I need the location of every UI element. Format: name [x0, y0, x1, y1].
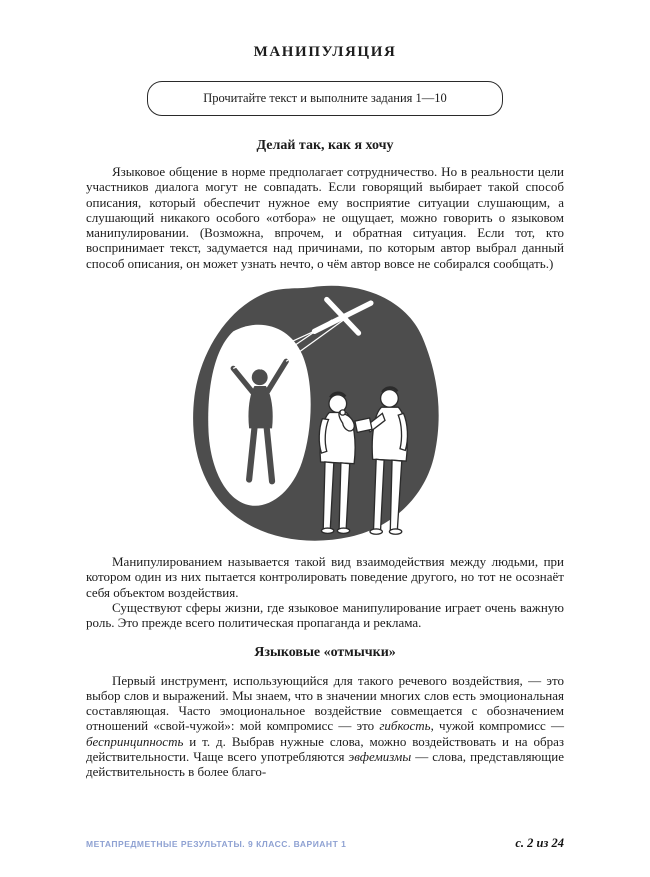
paragraph-3: Существуют сферы жизни, где языковое манипулирование играет очень важную роль. Это прежде всего политическая пропаганда и реклама. — [86, 599, 564, 631]
paragraph-4-term-gibkost: гибкость — [379, 718, 431, 734]
paragraph-4-segment-3: и т. д. Выбрав нужные слова, можно воздействовать и на образ действительности. Чаще всего употребляются — [86, 733, 564, 765]
footer-series-label: МЕТАПРЕДМЕТНЫЕ РЕЗУЛЬТАТЫ. 9 КЛАСС. ВАРИАНТ 1 — [86, 839, 347, 849]
page-footer — [86, 836, 564, 851]
instruction-box — [147, 81, 503, 116]
paragraph-4-term-besprincipnost: беспринципность — [86, 733, 184, 749]
paragraph-4-segment-4: — слова, представляющие действительность в более благо- — [86, 749, 564, 780]
paper-sheet — [355, 418, 372, 432]
page-title: МАНИПУЛЯЦИЯ — [253, 44, 397, 60]
paragraph-4-term-evfemizmy: эвфемизмы — [348, 749, 412, 765]
marionette-illustration-svg — [175, 280, 475, 545]
paragraph-4-segment-2: , чужой компромисс — — [430, 718, 564, 734]
marionette-illustration — [86, 280, 564, 545]
section1-heading: Делай так, как я хочу — [256, 138, 394, 153]
footer-page-number: с. 2 из 24 — [515, 836, 564, 850]
section2-heading: Языковые «отмычки» — [254, 644, 396, 660]
paragraph-4 — [86, 673, 564, 780]
instruction-text: Прочитайте текст и выполните задания 1—10 — [203, 91, 447, 105]
paragraph-2: Манипулированием называется такой вид взаимодействия между людьми, при котором один из них пытается контролировать поведение другого, но тот не осознаёт себя объектом воздействия. — [86, 554, 564, 600]
paragraph-1: Языковое общение в норме предполагает сотрудничество. Но в реальности цели участников диалога могут не совпадать. Если говорящий выбирает такой способ описания, который обеспечит нужное ему восприятие ситуации слушающим, а слушающий никакого особого «отбора» не ощущает, можно говорить о языковом манипулировании. (Возможна, впрочем, и обратная ситуация. Если тот, кто воспринимает текст, задумается над причинами, по которым автор выбрал данный способ описания, он может узнать нечто, о чём автор вовсе не собирался сообщать.) — [86, 164, 564, 271]
paragraph-4-segment-1: Первый инструмент, использующийся для такого речевого воздействия, — это выбор слов и выражений. Мы знаем, что в значении многих слов есть эмоциональная составляющая. Часто эмоциональное воздействие совмещается с обозначением отношений «свой-чужой»: мой компромисс — это — [86, 672, 564, 734]
